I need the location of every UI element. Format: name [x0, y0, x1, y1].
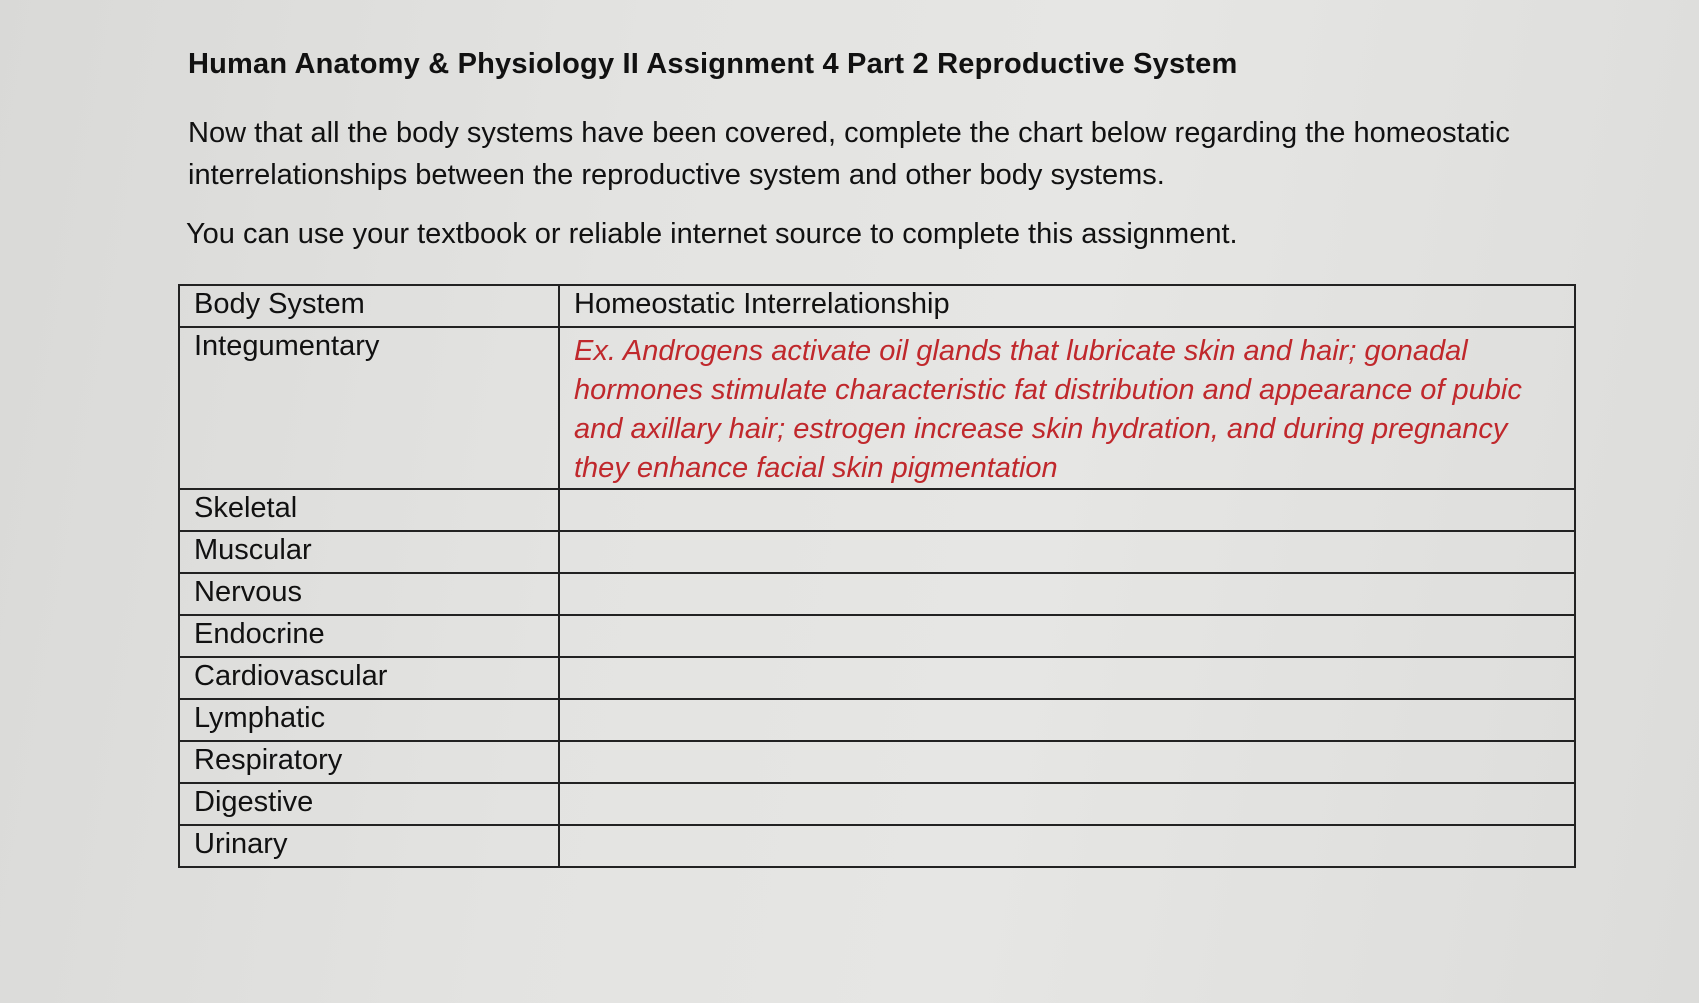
system-cell: Digestive — [179, 783, 559, 825]
interrelationship-cell[interactable] — [559, 489, 1575, 531]
system-cell: Respiratory — [179, 741, 559, 783]
interrelationship-cell[interactable] — [559, 657, 1575, 699]
system-cell: Urinary — [179, 825, 559, 867]
table-row — [179, 783, 1575, 825]
table-header-row — [179, 285, 1575, 327]
table-row — [179, 531, 1575, 573]
table-row — [179, 489, 1575, 531]
system-cell: Lymphatic — [179, 699, 559, 741]
interrelationship-cell[interactable] — [559, 573, 1575, 615]
header-interrelationship: Homeostatic Interrelationship — [559, 285, 1575, 327]
interrelationship-cell[interactable] — [559, 615, 1575, 657]
body-system-chart — [178, 284, 1576, 868]
system-cell: Cardiovascular — [179, 657, 559, 699]
document-title: Human Anatomy & Physiology II Assignment 4 Part 2 Reproductive System — [188, 48, 1238, 80]
system-cell: Nervous — [179, 573, 559, 615]
system-cell: Muscular — [179, 531, 559, 573]
system-cell: Integumentary — [179, 327, 559, 489]
table-row — [179, 741, 1575, 783]
header-body-system: Body System — [179, 285, 559, 327]
instruction-note: You can use your textbook or reliable internet source to complete this assignment. — [186, 218, 1238, 250]
interrelationship-cell[interactable] — [559, 825, 1575, 867]
interrelationship-cell[interactable] — [559, 783, 1575, 825]
interrelationship-cell[interactable] — [559, 741, 1575, 783]
system-cell: Skeletal — [179, 489, 559, 531]
table-row — [179, 573, 1575, 615]
table-row — [179, 657, 1575, 699]
interrelationship-cell[interactable] — [559, 531, 1575, 573]
table-row — [179, 615, 1575, 657]
system-cell: Endocrine — [179, 615, 559, 657]
table-row — [179, 825, 1575, 867]
intro-paragraph: Now that all the body systems have been covered, complete the chart below regarding the homeostatic interrelationships between the reproductive system and other body systems. — [188, 117, 1510, 191]
table-row — [179, 699, 1575, 741]
interrelationship-cell[interactable] — [559, 699, 1575, 741]
interrelationship-example-cell: Ex. Androgens activate oil glands that lubricate skin and hair; gonadal hormones stimulate characteristic fat distribution and appearance of pubic and axillary hair; estrogen increase skin hydration, and during pregnancy they enhance facial skin pigmentation — [559, 327, 1575, 489]
table-row — [179, 327, 1575, 489]
